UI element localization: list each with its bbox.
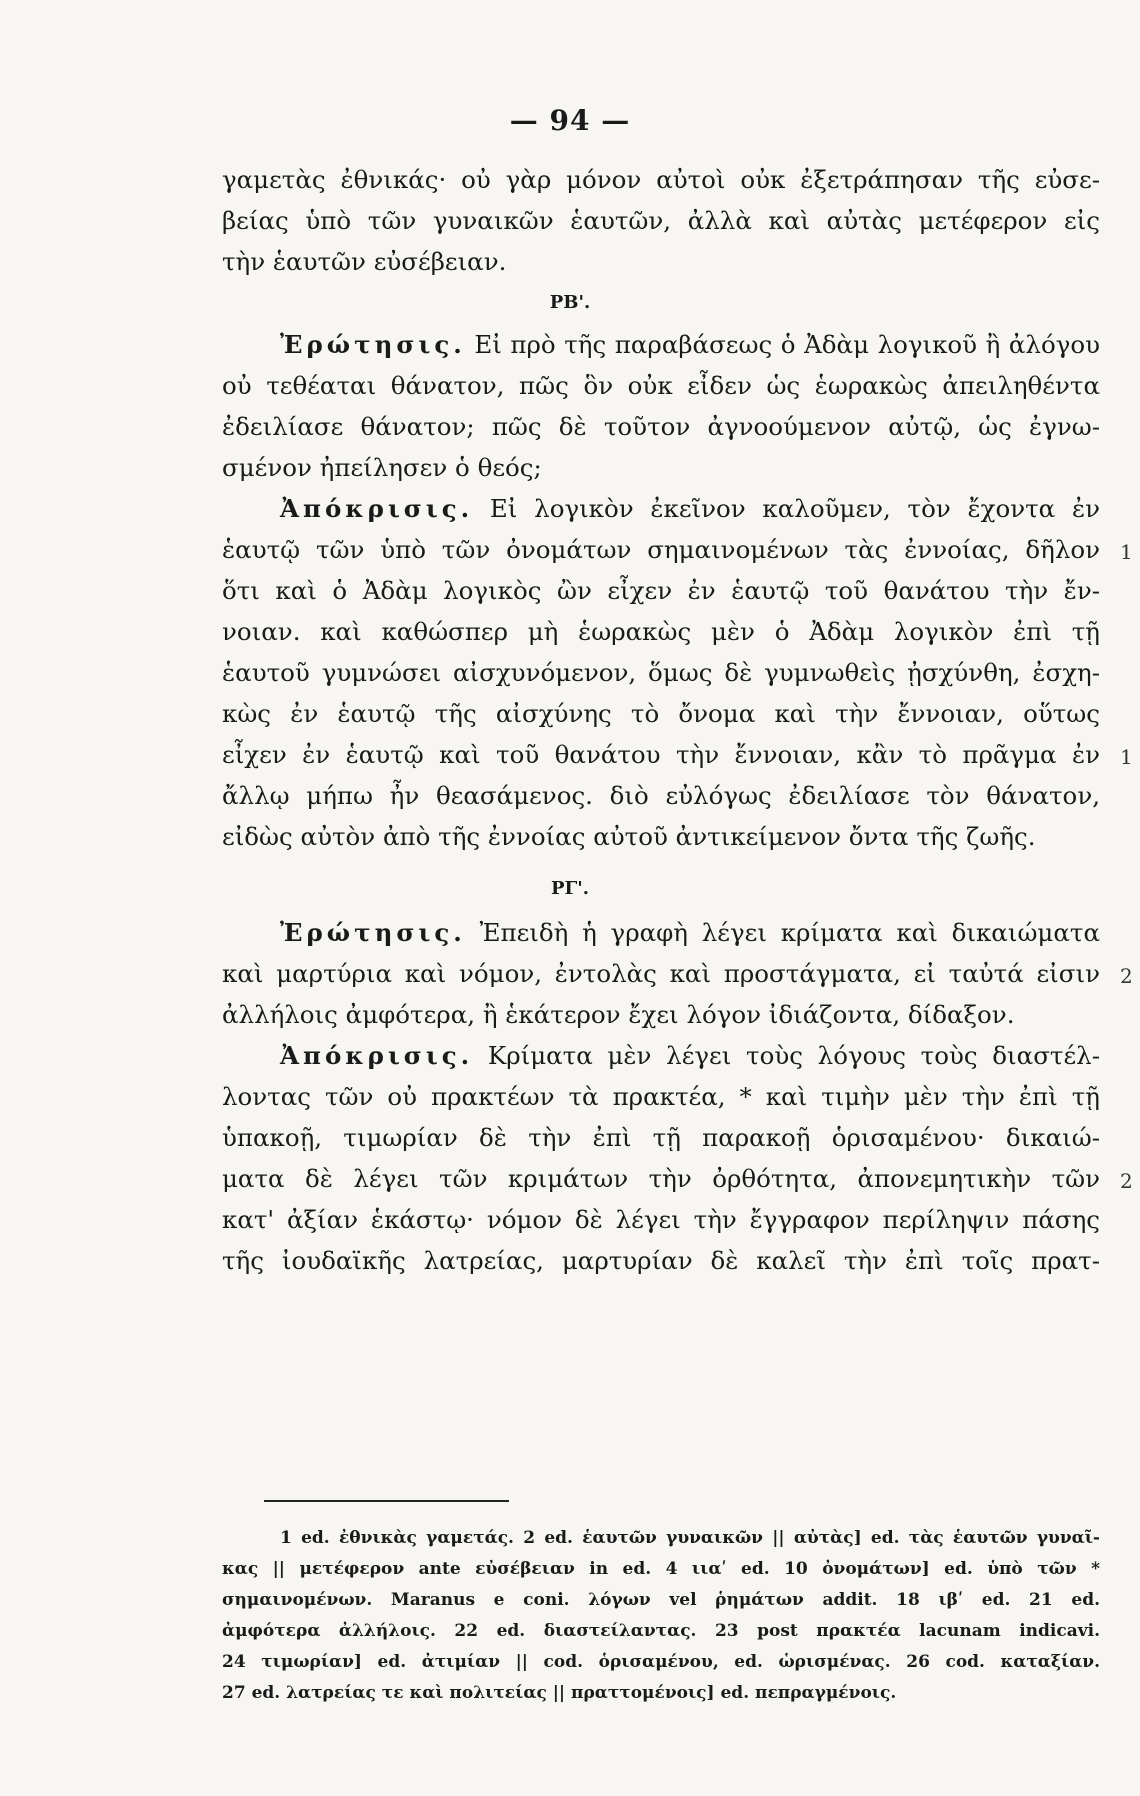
answer-line: ὅτι καὶ ὁ Ἀδὰμ λογικὸς ὢν εἶχεν ἐν ἑαυτῷ τοῦ θανάτου τὴν ἔν- (222, 576, 1100, 605)
footnote-line: 1 ed. ἐθνικὰς γαμετάς. 2 ed. ἑαυτῶν γυναικῶν || αὐτὰς] ed. τὰς ἑαυτῶν γυναῖ- (280, 1528, 1100, 1548)
section-heading: PB'. (549, 292, 591, 313)
intro-line: γαμετὰς ἐθνικάς· οὐ γὰρ μόνον αὐτοὶ οὐκ ἐξετράπησαν τῆς εὐσε- (222, 165, 1100, 194)
question-line (280, 330, 1100, 359)
answer-line: κὼς ἐν ἑαυτῷ τῆς αἰσχύνης τὸ ὄνομα καὶ τὴν ἔννοιαν, οὕτως (222, 699, 1100, 728)
footnote-rule (264, 1500, 509, 1502)
answer-line: εἶχεν ἐν ἑαυτῷ καὶ τοῦ θανάτου τὴν ἔννοιαν, κἂν τὸ πρᾶγμα ἐν (222, 740, 1100, 769)
answer-line: ἑαυτῷ τῶν ὑπὸ τῶν ὀνομάτων σημαινομένων τὰς ἐννοίας, δῆλον (222, 535, 1100, 564)
question-label: Ἐρώτησις. (280, 918, 466, 947)
answer-label: Ἀπόκρισις. (280, 494, 474, 523)
question-line: οὐ τεθέαται θάνατον, πῶς ὃν οὐκ εἶδεν ὡς ἑωρακὼς ἀπειληθέντα (222, 371, 1100, 400)
answer-line: κατ' ἀξίαν ἑκάστῳ· νόμον δὲ λέγει τὴν ἔγγραφον περίληψιν πάσης (222, 1205, 1100, 1234)
answer-line: ματα δὲ λέγει τῶν κριμάτων τὴν ὀρθότητα, ἀπονεμητικὴν τῶν (222, 1164, 1100, 1193)
question-line: ἀλλήλοις ἀμφότερα, ἢ ἑκάτερον ἔχει λόγον ἰδιάζοντα, δίδαξον. (222, 1000, 1015, 1029)
answer-line (280, 494, 1100, 523)
footnote-line: κας || μετέφερον ante εὐσέβειαν in ed. 4 ιιαʹ ed. 10 ὀνομάτων] ed. ὑπὸ τῶν * (222, 1559, 1100, 1579)
answer-line: ὑπακοῇ, τιμωρίαν δὲ τὴν ἐπὶ τῇ παρακοῇ ὁρισαμένου· δικαιώ- (222, 1123, 1100, 1152)
question-line: σμένον ἠπείλησεν ὁ θεός; (222, 453, 542, 482)
intro-line: βείας ὑπὸ τῶν γυναικῶν ἑαυτῶν, ἀλλὰ καὶ αὐτὰς μετέφερον εἰς (222, 206, 1100, 235)
answer-line (280, 1041, 1100, 1070)
question-label: Ἐρώτησις. (280, 330, 466, 359)
answer-text: Κρίματα μὲν λέγει τοὺς λόγους τοὺς διαστέλ- (487, 1041, 1100, 1070)
page-number: — 94 — (509, 104, 631, 137)
margin-line-number: 1 (1120, 745, 1133, 769)
answer-line: λοντας τῶν οὐ πρακτέων τὰ πρακτέα, * καὶ τιμὴν μὲν τὴν ἐπὶ τῇ (222, 1082, 1100, 1111)
question-line: καὶ μαρτύρια καὶ νόμον, ἐντολὰς καὶ προστάγματα, εἰ ταὐτά εἰσιν (222, 959, 1100, 988)
margin-line-number: 1 (1120, 540, 1133, 564)
section-heading: PΓ'. (550, 878, 590, 899)
answer-line: ἄλλῳ μήπω ἦν θεασάμενος. διὸ εὐλόγως ἐδειλίασε τὸν θάνατον, (222, 781, 1100, 810)
answer-line: νοιαν. καὶ καθώσπερ μὴ ἑωρακὼς μὲν ὁ Ἀδὰμ λογικὸν ἐπὶ τῇ (222, 617, 1100, 646)
answer-text: Εἰ λογικὸν ἐκεῖνον καλοῦμεν, τὸν ἔχοντα ἐν (489, 494, 1100, 523)
intro-line: τὴν ἑαυτῶν εὐσέβειαν. (222, 247, 507, 276)
answer-line: τῆς ἰουδαϊκῆς λατρείας, μαρτυρίαν δὲ καλεῖ τὴν ἐπὶ τοῖς πρατ- (222, 1246, 1100, 1275)
answer-line: ἑαυτοῦ γυμνώσει αἰσχυνόμενον, ὅμως δὲ γυμνωθεὶς ᾐσχύνθη, ἐσχη- (222, 658, 1100, 687)
footnote-line: ἀμφότερα ἀλλήλοις. 22 ed. διαστείλαντας. 23 post πρακτέα lacunam indicavi. (222, 1621, 1100, 1641)
footnote-line: 27 ed. λατρείας τε καὶ πολιτείας || πραττομένοις] ed. πεπραγμένοις. (222, 1683, 897, 1703)
question-text: Ἐπειδὴ ἡ γραφὴ λέγει κρίματα καὶ δικαιώματα (479, 918, 1100, 947)
margin-line-number: 2 (1120, 964, 1133, 988)
footnote-line: σημαινομένων. Maranus e coni. λόγων vel ῥημάτων addit. 18 ιβʹ ed. 21 ed. (222, 1590, 1100, 1610)
margin-line-number: 2 (1120, 1169, 1133, 1193)
answer-label: Ἀπόκρισις. (280, 1041, 474, 1070)
question-line: ἐδειλίασε θάνατον; πῶς δὲ τοῦτον ἀγνοούμενον αὐτῷ, ὡς ἐγνω- (222, 412, 1100, 441)
question-line (280, 918, 1100, 947)
question-text: Εἰ πρὸ τῆς παραβάσεως ὁ Ἀδὰμ λογικοῦ ἢ ἀλόγου (474, 330, 1100, 359)
footnote-line: 24 τιμωρίαν] ed. ἀτιμίαν || cod. ὁρισαμένου, ed. ὡρισμένας. 26 cod. καταξίαν. (222, 1652, 1100, 1672)
answer-line: εἰδὼς αὐτὸν ἀπὸ τῆς ἐννοίας αὐτοῦ ἀντικείμενον ὄντα τῆς ζωῆς. (222, 822, 1036, 851)
